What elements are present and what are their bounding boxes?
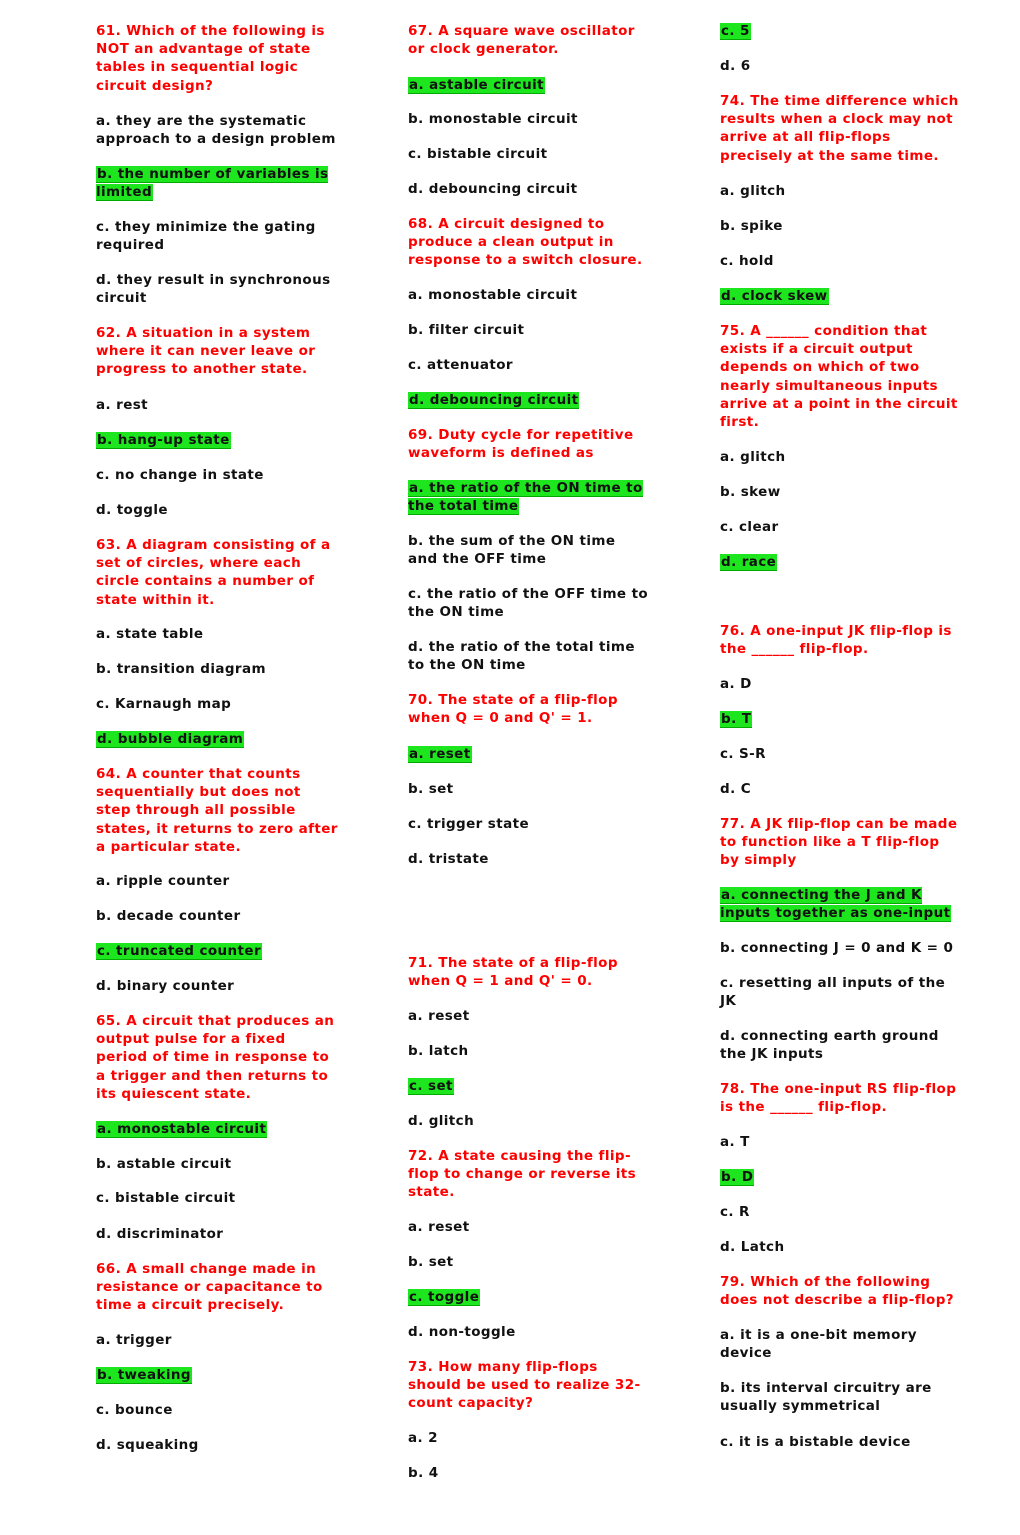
correct-answer-option xyxy=(96,431,231,449)
item-text: c. no change in state xyxy=(96,467,264,483)
answer-option xyxy=(96,271,331,307)
question-text xyxy=(96,1260,323,1315)
answer-option xyxy=(720,974,945,1010)
item-text: a. glitch xyxy=(720,449,786,465)
correct-answer-option xyxy=(96,1120,267,1138)
item-text: a. astable circuit xyxy=(409,77,544,93)
item-text: 66. A small change made in resistance or capacitance to time a circuit precisely. xyxy=(96,1261,323,1314)
answer-option xyxy=(720,1379,932,1415)
answer-option xyxy=(96,1331,172,1349)
question-text xyxy=(408,22,635,58)
answer-option xyxy=(408,1007,470,1025)
item-text: c. R xyxy=(720,1204,750,1220)
item-text: 64. A counter that counts sequentially but does not step through all possible states, it returns to zero after a particular state. xyxy=(96,766,338,855)
item-text: d. connecting earth ground the JK inputs xyxy=(720,1028,939,1063)
item-text: b. T xyxy=(721,711,752,727)
answer-option xyxy=(720,483,781,501)
item-text: b. the sum of the ON time and the OFF time xyxy=(408,533,616,568)
question-text xyxy=(96,22,325,95)
item-text: a. reset xyxy=(408,1219,470,1235)
answer-option xyxy=(720,1326,917,1362)
item-text: a. state table xyxy=(96,626,204,642)
item-text: d. Latch xyxy=(720,1239,785,1255)
item-text: b. monostable circuit xyxy=(408,111,578,127)
item-text: 65. A circuit that produces an output pulse for a fixed period of time in response to a trigger and then returns to its quiescent state. xyxy=(96,1013,335,1102)
answer-option xyxy=(96,466,264,484)
item-text: d. binary counter xyxy=(96,978,235,994)
item-text: 78. The one-input RS flip-flop is the ______ flip-flop. xyxy=(720,1081,957,1116)
answer-option xyxy=(408,638,635,674)
answer-option xyxy=(408,1323,516,1341)
question-text xyxy=(720,1273,954,1309)
answer-option xyxy=(720,1203,750,1221)
answer-option xyxy=(96,1436,199,1454)
item-text: a. they are the systematic approach to a design problem xyxy=(96,113,336,148)
question-text xyxy=(720,322,958,431)
item-text: c. 5 xyxy=(721,23,750,39)
item-text: d. glitch xyxy=(408,1113,475,1129)
item-text: d. bubble diagram xyxy=(97,731,244,747)
answer-option xyxy=(96,695,231,713)
answer-option xyxy=(720,780,751,798)
item-text: a. monostable circuit xyxy=(408,287,578,303)
correct-answer-option xyxy=(408,1288,480,1306)
item-text: c. trigger state xyxy=(408,816,530,832)
item-text: c. they minimize the gating required xyxy=(96,219,316,254)
item-text: a. it is a one-bit memory device xyxy=(720,1327,918,1362)
correct-answer-option xyxy=(96,1366,192,1384)
answer-option xyxy=(720,745,766,763)
item-text: a. trigger xyxy=(96,1332,172,1348)
item-text: b. latch xyxy=(408,1043,469,1059)
column-1 xyxy=(96,0,386,1535)
item-text: b. skew xyxy=(720,484,781,500)
question-text xyxy=(408,1147,636,1202)
question-text xyxy=(720,92,959,165)
answer-option xyxy=(720,182,786,200)
item-text: c. hold xyxy=(720,253,774,269)
item-text: 77. A JK flip-flop can be made to function like a T flip-flop by simply xyxy=(720,816,958,869)
correct-answer-option xyxy=(96,942,262,960)
item-text: c. it is a bistable device xyxy=(720,1434,911,1450)
correct-answer-option xyxy=(408,1077,454,1095)
question-text xyxy=(408,215,643,270)
correct-answer-option xyxy=(720,287,829,305)
answer-option xyxy=(720,1133,750,1151)
answer-option xyxy=(720,448,786,466)
item-text: b. filter circuit xyxy=(408,322,525,338)
item-text: c. resetting all inputs of the JK xyxy=(720,975,946,1010)
correct-answer-option xyxy=(96,165,328,201)
answer-option xyxy=(408,1218,470,1236)
item-text: c. toggle xyxy=(409,1289,480,1305)
item-text: 74. The time difference which results when a clock may not arrive at all flip-flops precisely at the same time. xyxy=(720,93,959,164)
answer-option xyxy=(408,1042,469,1060)
item-text: a. glitch xyxy=(720,183,786,199)
item-text: b. the number of variables is limited xyxy=(96,166,329,201)
item-text: d. tristate xyxy=(408,851,489,867)
answer-option xyxy=(408,286,577,304)
question-text xyxy=(408,1358,641,1413)
item-text: d. they result in synchronous circuit xyxy=(96,272,331,307)
question-text xyxy=(408,691,618,727)
answer-option xyxy=(96,907,241,925)
question-text xyxy=(720,622,952,658)
answer-option xyxy=(408,850,489,868)
item-text: b. astable circuit xyxy=(96,1156,232,1172)
answer-option xyxy=(408,145,547,163)
item-text: a. rest xyxy=(96,397,149,413)
item-text: a. T xyxy=(720,1134,750,1150)
answer-option xyxy=(408,356,513,374)
answer-option xyxy=(408,815,529,833)
answer-option xyxy=(408,1429,438,1447)
correct-answer-option xyxy=(720,1168,754,1186)
item-text: 79. Which of the following does not describe a flip-flop? xyxy=(720,1274,955,1309)
item-text: b. decade counter xyxy=(96,908,241,924)
item-text: d. debouncing circuit xyxy=(408,181,578,197)
item-text: c. Karnaugh map xyxy=(96,696,232,712)
answer-option xyxy=(720,217,783,235)
answer-option xyxy=(96,218,316,254)
column-3 xyxy=(720,0,1010,1535)
item-text: a. connecting the J and K inputs together as one-input xyxy=(720,887,951,922)
item-text: d. squeaking xyxy=(96,1437,199,1453)
answer-option xyxy=(96,1401,173,1419)
item-text: b. set xyxy=(408,1254,454,1270)
answer-option xyxy=(720,939,953,957)
answer-option xyxy=(96,977,234,995)
question-text xyxy=(408,426,634,462)
item-text: a. monostable circuit xyxy=(97,1121,267,1137)
item-text: 71. The state of a flip-flop when Q = 1 and Q' = 0. xyxy=(408,955,618,990)
item-text: 75. A ______ condition that exists if a circuit output depends on which of two nearly simultaneous inputs arrive at a point in the circuit first. xyxy=(720,323,958,431)
question-text xyxy=(96,536,331,609)
item-text: d. the ratio of the total time to the ON time xyxy=(408,639,635,674)
item-text: d. C xyxy=(720,781,751,797)
item-text: 67. A square wave oscillator or clock generator. xyxy=(408,23,635,58)
answer-option xyxy=(408,321,524,339)
question-text xyxy=(720,815,957,870)
item-text: d. debouncing circuit xyxy=(409,392,579,408)
question-text xyxy=(720,1080,956,1116)
item-text: 76. A one-input JK flip-flop is the ______ flip-flop. xyxy=(720,623,952,658)
item-text: c. attenuator xyxy=(408,357,513,373)
item-text: b. spike xyxy=(720,218,783,234)
answer-option xyxy=(408,180,577,198)
answer-option xyxy=(96,501,168,519)
answer-option xyxy=(720,675,752,693)
correct-answer-option xyxy=(408,745,472,763)
correct-answer-option xyxy=(96,730,244,748)
answer-option xyxy=(408,532,615,568)
item-text: 73. How many flip-flops should be used to realize 32- count capacity? xyxy=(408,1359,641,1412)
correct-answer-option xyxy=(720,553,777,571)
item-text: 69. Duty cycle for repetitive waveform is defined as xyxy=(408,427,634,462)
question-text xyxy=(408,954,618,990)
item-text: b. 4 xyxy=(408,1465,439,1481)
answer-option xyxy=(96,112,336,148)
item-text: 68. A circuit designed to produce a clean output in response to a switch closure. xyxy=(408,216,643,269)
answer-option xyxy=(408,1112,474,1130)
correct-answer-option xyxy=(720,886,951,922)
answer-option xyxy=(720,518,779,536)
item-text: c. clear xyxy=(720,519,779,535)
item-text: d. toggle xyxy=(96,502,168,518)
answer-option xyxy=(96,1155,232,1173)
column-2 xyxy=(408,0,698,1535)
answer-option xyxy=(408,110,578,128)
answer-option xyxy=(408,780,454,798)
item-text: c. set xyxy=(409,1078,453,1094)
answer-option xyxy=(96,625,203,643)
correct-answer-option xyxy=(720,22,751,40)
answer-option xyxy=(408,1253,454,1271)
item-text: b. tweaking xyxy=(97,1367,191,1383)
item-text: a. ripple counter xyxy=(96,873,230,889)
item-text: 61. Which of the following is NOT an advantage of state tables in sequential logic circuit design? xyxy=(96,23,325,94)
answer-option xyxy=(720,1238,784,1256)
item-text: b. transition diagram xyxy=(96,661,266,677)
item-text: d. non-toggle xyxy=(408,1324,516,1340)
item-text: c. S-R xyxy=(720,746,766,762)
item-text: 72. A state causing the flip- flop to change or reverse its state. xyxy=(408,1148,637,1201)
answer-option xyxy=(408,1464,439,1482)
item-text: a. 2 xyxy=(408,1430,438,1446)
question-text xyxy=(96,324,315,379)
item-text: c. bounce xyxy=(96,1402,173,1418)
item-text: d. race xyxy=(721,554,777,570)
question-text xyxy=(96,765,338,856)
answer-option xyxy=(96,872,230,890)
answer-option xyxy=(408,585,648,621)
item-text: 62. A situation in a system where it can never leave or progress to another state. xyxy=(96,325,316,378)
item-text: a. D xyxy=(720,676,752,692)
correct-answer-option xyxy=(720,710,752,728)
item-text: c. bistable circuit xyxy=(96,1190,236,1206)
item-text: d. discriminator xyxy=(96,1226,224,1242)
item-text: a. the ratio of the ON time to the total time xyxy=(408,480,643,515)
item-text: c. truncated counter xyxy=(97,943,262,959)
answer-option xyxy=(720,1027,939,1063)
item-text: a. reset xyxy=(409,746,471,762)
correct-answer-option xyxy=(408,479,643,515)
correct-answer-option xyxy=(408,391,579,409)
answer-option xyxy=(720,1433,911,1451)
item-text: b. set xyxy=(408,781,454,797)
correct-answer-option xyxy=(408,76,545,94)
item-text: c. bistable circuit xyxy=(408,146,548,162)
answer-option xyxy=(96,1189,235,1207)
item-text: d. 6 xyxy=(720,58,751,74)
item-text: b. hang-up state xyxy=(97,432,230,448)
item-text: a. reset xyxy=(408,1008,470,1024)
item-text: b. D xyxy=(721,1169,754,1185)
question-text xyxy=(96,1012,334,1103)
answer-option xyxy=(96,396,148,414)
item-text: c. the ratio of the OFF time to the ON time xyxy=(408,586,649,621)
item-text: b. connecting J = 0 and K = 0 xyxy=(720,940,954,956)
answer-option xyxy=(720,252,774,270)
answer-option xyxy=(96,660,266,678)
item-text: 70. The state of a flip-flop when Q = 0 and Q' = 1. xyxy=(408,692,618,727)
item-text: 63. A diagram consisting of a set of circles, where each circle contains a number of state within it. xyxy=(96,537,331,608)
item-text: b. its interval circuitry are usually symmetrical xyxy=(720,1380,932,1415)
answer-option xyxy=(96,1225,223,1243)
item-text: d. clock skew xyxy=(721,288,828,304)
answer-option xyxy=(720,57,751,75)
